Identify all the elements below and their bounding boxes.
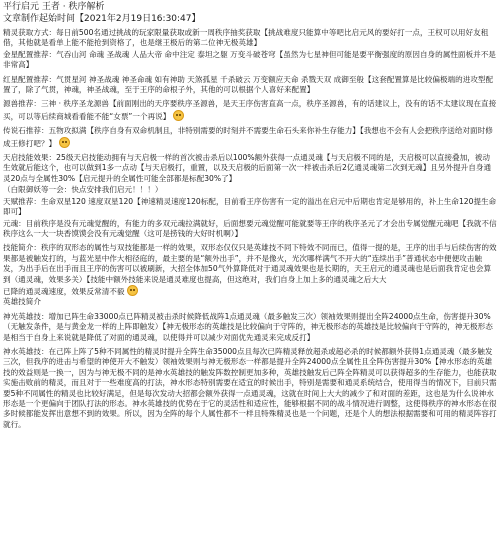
section-skill-intro: 技能简介：秩序的双形态的属性与双技能都是一样的效果，双形态仅仅只是英雄技不同下特效不同而已，值得一提的是，王序的出手与后续伤害的效果都是被触发打的，与蓝光星中作大相径庭的，最主要的是“额外出手”，并不是像火，光次哪样满气不开大的“连续出手”普通状态中便便攻击触发，为出手后在出手而且王序的伤害可以被刷新，大招全体加50气外算降低对于通灵魂效果也是长期的，天王启元的通灵魂也是后面我肯定也会算到（通灵魂，效果多关）【技能中额外技能来说是通灵难度也提高，但这绝对，我们自身上加上多的通灵魂之后大大 <box>3 243 497 284</box>
section-hero-skill-heading: 英雄技简介 <box>3 297 41 307</box>
section-red-star: 红星配置推荐：气贯星河 神圣战魂 神圣命魂 如有神助 天煞孤星 千杀破云 万变额应天命 杀戮天双 成御至般【这套配置算是比较偏极端的进攻型配置了，除了气贯，神魂，神圣战魂，至于王序的命根子外，其他的可以根据个人喜好来配置】 <box>3 74 494 95</box>
section-comment: （白限御妖等一会：快点安排我们启元！！！） <box>3 185 163 195</box>
section-soul: 元魂：目前秩序是没有元魂觉醒的，有能力的多双元魂拉满就好，后面想要元魂觉醒可能就要等王序的秩序圣元了才会出专属觉醒元魂吧【我就不信秩序这么一大一块香馍馍会没有元魂觉醒（这可是捞钱的大好时机啊）】 <box>3 218 497 238</box>
page-title: 平行启元 王者 · 秩序解析 <box>3 2 105 12</box>
section-tianqi-skill: 天启技能效果：25级天启技能动拥有与天启极一样的首次被击杀后以100%额外获得一点通灵魂【与天启极不同的是，天启极可以直接叠加，被动生效就后能这个，也可以做到1多一点动【与天启极打，重置，以及天启极的后面第一次一样被击杀后2亿通灵魂第二次到无魂】且另外提升自身通灵20点与全属性30%【启元提升的全属性可能全部都是标配30%了】 <box>3 153 492 183</box>
section-legend-stone <box>3 126 497 149</box>
section-gold-star: 金星配置推荐：气吞山河 命魂 圣战魂 人品大帝 命中注定 泰坦之躯 万变斗破苍穹【虽然为七星神但可能是要平衡强度的原因自身的属性面板并不是非常高】 <box>3 49 496 70</box>
smiley-emoji-icon <box>173 110 184 121</box>
creation-time: 文章制作起始时间【2021年2月19日16:30:47】 <box>3 14 201 24</box>
section-source-beast-text: 源兽推荐：三神 · 秩序圣龙源兽【前面刚出的天序要秩序圣源兽，是天王序伤害直高一点，秩序圣源兽，有的话建议上，没有的话不太建议现在直接买，可以等后续商城看看能不能“女票”一个再说】 <box>3 99 497 121</box>
section-skill-intro-end <box>3 285 497 297</box>
section-legend-stone-text: 传说石推荐：五物攻拟满【秩序自身有双命机制且，非特别需要的时刻并不需要生命石头来你补生存能力】【我想也不会有人会把秩序送给对面时修成王修打吧？】 <box>3 126 493 148</box>
smile-emoji-icon <box>127 285 138 296</box>
section-talent: 天赋推荐：生命双星120 速度双星120【神速精灵速度120标配，目前看王序伤害有一定的溢出在启元中后期也肯定是够用的，补上生命120提生命即可】 <box>3 196 497 217</box>
section-acquisition: 精灵获取方式：每日前500名通过挑战的玩家限量获取或新一周秩序抽奖获取【挑战难度只能算中等吧比启元风的要好打一点，王权可以用好友租借，其他就是看单上能不能抢到资格了，也是继王极后的第二位神无极英雄】 <box>3 28 489 48</box>
section-light-hero-skill: 神光英雄技：增加已阵生命33000点已阵精灵被击杀时候降低战阵1点通灵魂（最多触发三次）领袖效果则提出全阵24000点生命，伤害提升30%（无触发条件，是与黄金龙一样的上阵即触发）【神无极形态的英雄技是比较偏向于守阵的，神无极形态的英雄技是比较偏向于守阵的，神无极形态是相当于自身上来说就是降低了对面的通灵魂，以使得并可以减少对面优先通灵来完成反打】 <box>3 311 493 342</box>
section-water-hero-skill: 神水英雄技：在己阵上阵了5种不同属性的精灵时提升全阵生命35000点且每次已阵精灵释放超杀或超必杀的时候都额外获得1点通灵魂（最多触发三次，但我序的进击与希望的神使开大不触发）领袖效果则与神无极形态一样都是提升全阵24000点全属性且全阵伤害提升30%【神水形态的英雄技的效益则是一换一，因为与神无极不同的是神水英雄技的触发阵数控制更加多种，英雄技触发后己阵全阵精灵可以获得超多的生存能力，也能获取实施击败前的精灵，而且对于一些难度高的打法，神水形态特别需要在适宜的时候出手，特别是需要和通灵系统结合，使用得当的情况下，目前只需要5种不同属性的精灵也比较好满足，但是每次发动大招都会额外获得一点通灵魂，这就在时间上大大的减少了和对面的差距，这也是为什么说神水形态是一个更偏向于团队打法的形态。神水英雄技的优势在于它的灵活性和适应性，能够根据不同的战斗情况进行调整，这使得秩序的神水形态在很多时候都能发挥出意想不到的效果。所以，因为全阵的每个人属性都不一样且特殊精灵也是一个问题，还是个人的想法根据需要和可用的精灵阵容打就行。 <box>3 346 497 429</box>
grin-emoji-icon <box>59 137 70 148</box>
section-source-beast <box>3 99 497 122</box>
section-skill-intro-end-text: 已降的通灵魂速度，效果反常清不毅 <box>3 286 125 296</box>
